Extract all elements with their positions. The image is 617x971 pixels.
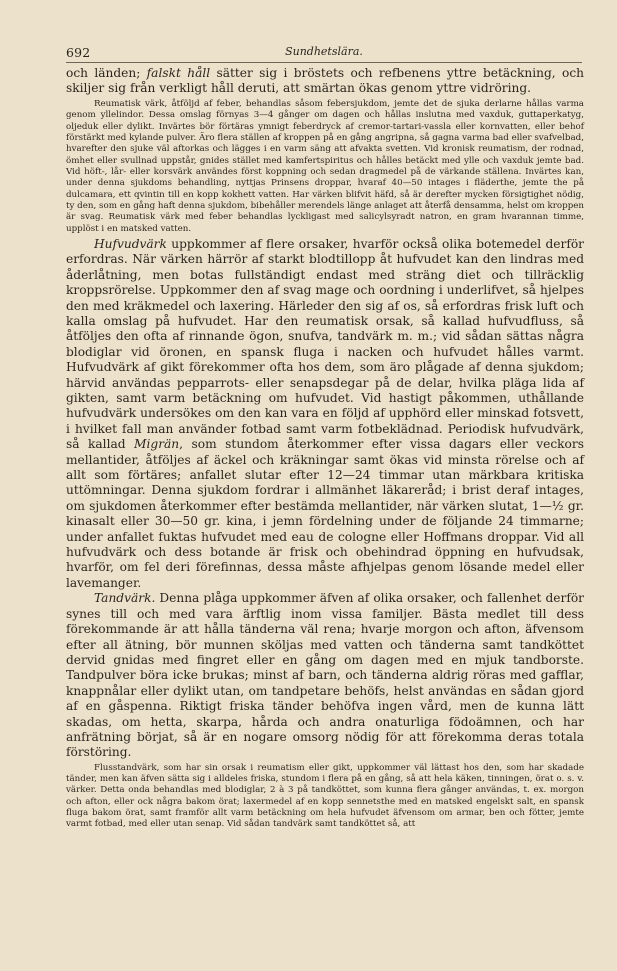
paragraph-falskt-hall [66,66,584,97]
paragraph-text: Denna plåga uppkommer äfven af olika orsaker, och fallenhet derför synes till och med vara ärftlig inom vissa familjer. Bästa medlet till dess förekommande är att hålla tänderna väl rena; hvarje morgon och afton, äfvensom efter all ätning, bör munnen sköljas med vatten och tänderna samt tandköttet dervid gnidas med fingret eller en gång om dagen med en mjuk tandborste. Tandpulver böra icke brukas; minst af barn, och tänderna aldrig röras med gafflar, knappnålar eller dylikt utan, om tandpetare behöfs, helst användas en sådan gjord af en gåspenna. Riktigt friska tänder behöfva ingen vård, men de kunna lätt skadas, om hetta, skarpa, hårda och andra onaturliga födoämnen, och har anfrätning börjat, så är en nogare omsorg nödig för att förekomma deras totala förstöring. [66,591,584,760]
page-header [66,42,582,63]
term-hufvudvark: Hufvudvärk [94,236,167,251]
term-migran: Migrän [134,437,180,452]
footnote-reumatisk-vark: Reumatisk värk, åtföljd af feber, behandlas såsom febersjukdom, jemte det de sjuka derlarne hållas varma genom yllelindor. Dessa omslag förnyas 3—4 gånger om dagen och hållas inslutna med vaxduk, guttaperkatyg, oljeduk eller dylikt. Invärtes bör förtäras ymnigt feberdryck af cremor-tartari-vassla eller kornvatten, eller behof förstärkt med kylande pulver. Äro flera ställen af kroppen på en gång angripna, så gagna varma bad eller svafvelbad, hvarefter den sjuke väl aftorkas och lägges i en varm säng att afvakta svetten. Vid kronisk reumatism, der rodnad, ömhet eller svullnad uppstår, gnides stället med kamfertspiritus och hålles betäckt med ylle och vaxduk jemte bad. Vid höft-, lår- eller korsvärk användes först koppning och sedan dragmedel på de värkande ställena. Invärtes kan, under denna sjukdoms behandling, nyttjas Prinsens droppar, hvaraf 40—50 intages i fläderthe, jemte the på dulcamara, ett qvintin till en kopp kokhett vatten. Har värken blifvit häfd, så är derefter mycken försigtighet nödig, ty den, som en gång haft denna sjukdom, bibehåller merendels länge anlaget att återfå densamma, helst om kroppen är svag. Reumatisk värk med feber behandlas lyckligast med salicylsyradt natron, en gram hvarannan timme, upplöst i en matsked vatten. [66,98,584,234]
paragraph-text: uppkommer af flere orsaker, hvarför också olika botemedel derför erfordras. När värken härrör af starkt blodtillopp åt hufvudet kan den lindras med åderlåtning, men botas fullständigt endast med sträng diet och tillräcklig kroppsrörelse. Uppkommer den af svag mage och oordning i underlifvet, så hjelpes den med kräkmedel och laxering. Härleder den sig af os, så erfordras frisk luft och kalla omslag på hufvudet. Har den reumatisk orsak, så kallad hufvudfluss, så åtföljes den ofta af rinnande ögon, snufva, tandvärk m. m.; vid sådan sättas några blodiglar vid öronen, en spansk fluga i nacken och hufvudet hålles varmt. Hufvudvärk af gikt förekommer ofta hos dem, som äro plågade af denna sjukdom; härvid användas pepparrots- eller senapsdegar på de delar, hvilka pläga lida af gikten, samt varm betäckning om hufvudet. Vid hastigt påkommen, uthållande hufvudvärk undersökes om den kan vara en följd af upphörd eller minskad fotsvett, i hvilket fall man använder fotbad samt varm fotbeklädnad. Periodisk hufvudvärk, så kallad [66,236,584,452]
paragraph-text: sätter sig i bröstets och refbenens yttre betäckning, och skiljer sig från verkligt håll deruti, att smärtan ökas genom yttre vidröring. [66,66,584,96]
footnote-flusstandvark: Flusstandvärk, som har sin orsak i reumatism eller gikt, uppkommer väl lättast hos den, som har skadade tänder, men kan äfven sätta sig i alldeles friska, stundom i flera på en gång, så att hela käken, tinningen, örat o. s. v. värker. Detta onda behandlas med blodiglar, 2 à 3 på tandköttet, som kunna flera gånger användas, t. ex. morgon och afton, eller ock några bakom örat; laxermedel af en kopp sennetsthe med en matsked engelskt salt, en spansk fluga bakom örat, samt framför allt varm betäckning om hela hufvudet äfvensom om armar, ben och fötter, jemte varmt fotbad, med eller utan senap. Vid sådan tandvärk samt tandköttet så, att [66,762,584,830]
paragraph-text: och länden; [66,66,147,80]
paragraph-hufvudvark [66,237,584,591]
term-tandvark: Tandvärk. [94,591,156,606]
running-head: Sundhetslära. [285,45,363,58]
paragraph-tandvark [66,591,584,760]
paragraph-text: , som stundom återkommer efter vissa dagars eller veckors mellantider, åtföljes af äckel och kräkningar samt ökas vid minsta rörelse och af allt som förtäres; anfallet slutar efter 12—24 timmar utan märkbara kritiska uttömningar. Denna sjukdom fordrar i allmänhet läkareråd; i brist deraf intages, om sjukdomen återkommer efter bestämda mellantider, när värken slutat, 1—½ gr. kinasalt eller 30—50 gr. kina, i jemn fördelning under de följande 24 timmarne; under anfallet fuktas hufvudet med eau de cologne eller Hoffmans droppar. Vid all hufvudvärk och dess botande är frisk och obehindrad öppning en hufvudsak, hvarför, om fel deri förefinnas, dessa måste afhjelpas genom lösande medel eller lavemanger. [66,437,584,590]
term-falskt-hall: falskt håll [146,66,211,80]
page-number: 692 [66,45,91,60]
page-body [66,66,584,831]
